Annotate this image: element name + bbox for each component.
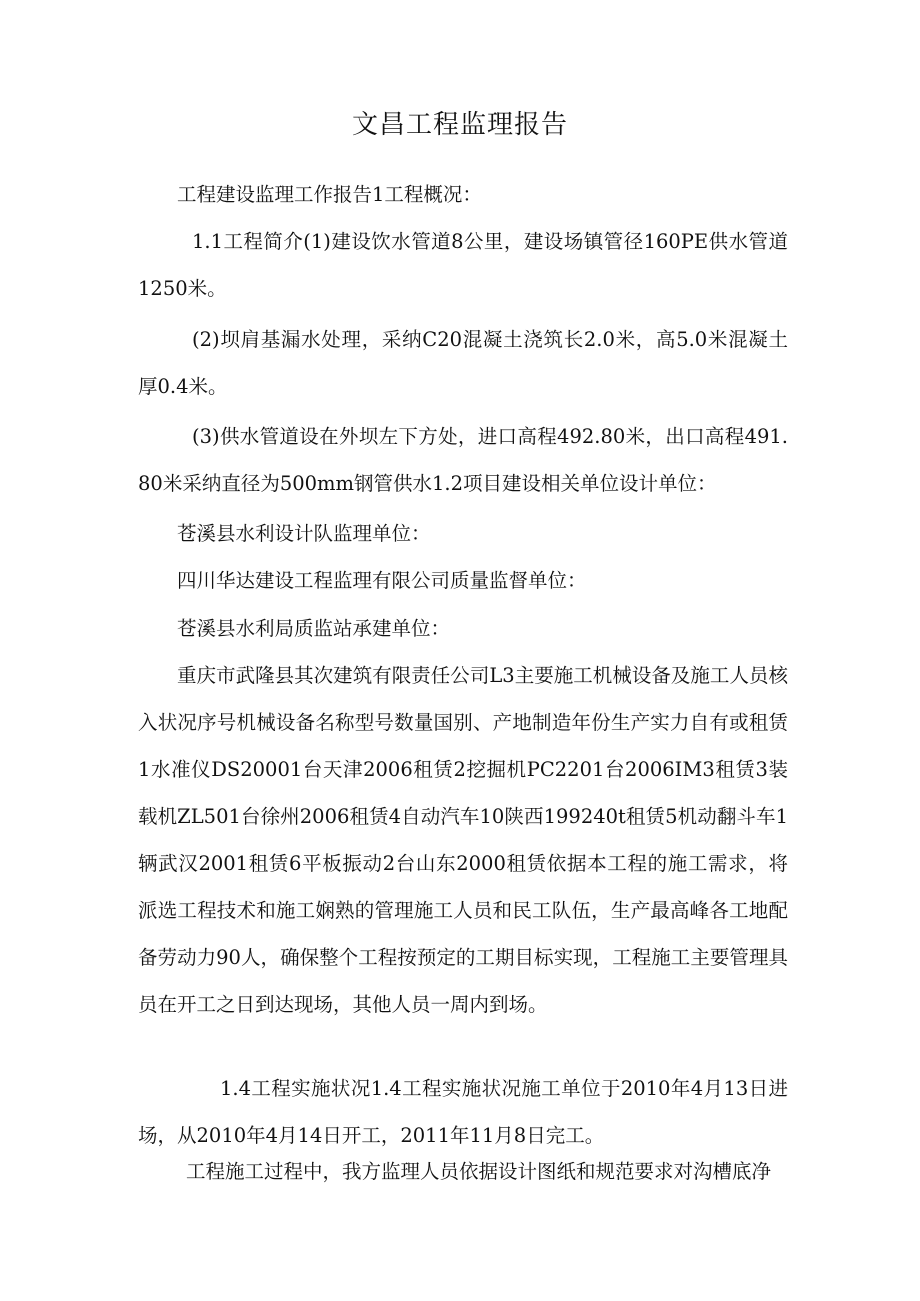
document-title: 文昌工程监理报告 — [351, 110, 568, 140]
paragraph-dam-treatment: (2)坝肩基漏水处理，采纳C20混凝土浇筑长2.0米，高5.0米混凝土厚0.4米。 — [138, 328, 788, 398]
paragraph-design-unit: 苍溪县水利设计队监理单位： — [177, 522, 431, 545]
paragraph-overview-heading: 工程建设监理工作报告1工程概况： — [177, 183, 482, 206]
paragraph-quality-unit: 苍溪县水利局质监站承建单位： — [177, 617, 451, 640]
paragraph-supervision-unit: 四川华达建设工程监理有限公司质量监督单位： — [177, 569, 587, 592]
paragraph-project-intro: 1.1工程简介(1)建设饮水管道8公里，建设场镇管径160PE供水管道1250米。 — [138, 230, 788, 300]
paragraph-water-pipe: (3)供水管道设在外坝左下方处，进口高程492.80米，出口高程491.80米采纳直径为500mm钢管供水1.2项目建设相关单位设计单位： — [138, 425, 788, 495]
paragraph-implementation: 1.4工程实施状况1.4工程实施状况施工单位于2010年4月13日进场，从2010年4月14日开工，2011年11月8日完工。 — [138, 1077, 788, 1147]
paragraph-equipment: 重庆市武隆县其次建筑有限责任公司L3主要施工机械设备及施工人员核入状况序号机械设备名称型号数量国别、产地制造年份生产实力自有或租赁1水准仪DS20001台天津2006租赁2挖掘机PC2201台2006IM3租赁3装载机ZL501台徐州2006租赁4自动汽车10陕西199240t租赁5机动翻斗车1辆武汉2001租赁6平板振动2台山东2000租赁依据本工程的施工需求，将派选工程技术和施工娴熟的管理施工人员和民工队伍，生产最高峰各工地配备劳动力90人，确保整个工程按预定的工期目标实现，工程施工主要管理具员在开工之日到达现场，其他人员一周内到场。 — [138, 664, 788, 1016]
paragraph-construction-process: 工程施工过程中，我方监理人员依据设计图纸和规范要求对沟槽底净 — [186, 1160, 772, 1183]
